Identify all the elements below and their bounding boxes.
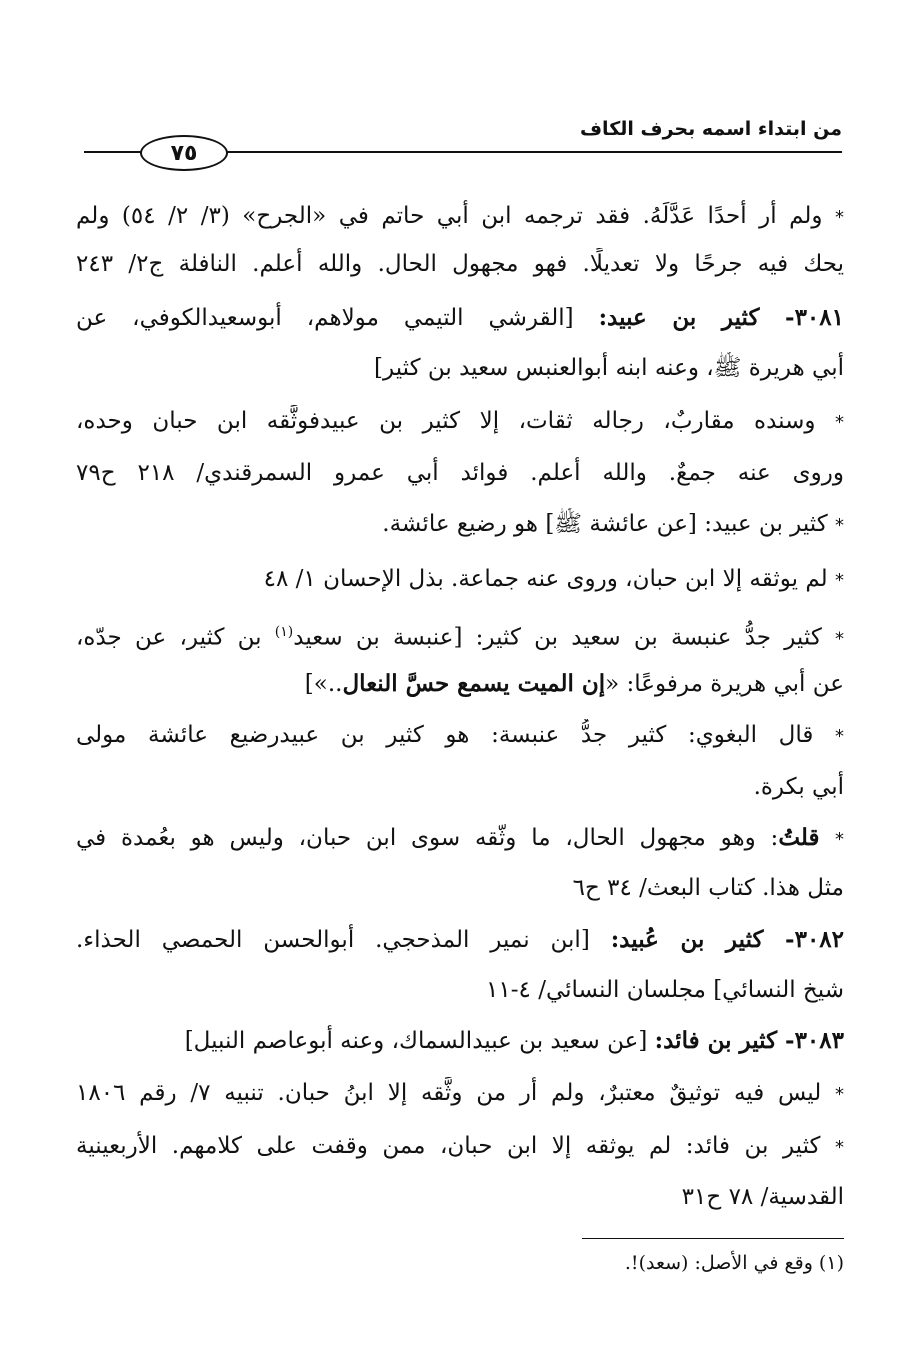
body-line bbox=[76, 248, 844, 280]
running-title: من ابتداء اسمه بحرف الكاف bbox=[579, 118, 842, 140]
line-text: شيخ النسائي] مجلسان النسائي/ ٤-١١ bbox=[486, 977, 844, 1003]
line-text: قال البغوي: كثير جدُّ عنبسة: هو كثير بن عبيدرضيع عائشة مولى bbox=[76, 722, 835, 748]
bullet-star: * bbox=[835, 1137, 844, 1158]
line-text: كثير بن عبيد: [عن عائشة ﷺ] هو رضيع عائشة. bbox=[382, 511, 835, 537]
entry-heading: ٣٠٨١- كثير بن عبيد: bbox=[598, 304, 844, 331]
line-text: أبي بكرة. bbox=[753, 774, 844, 800]
line-text: كثير جدُّ عنبسة بن سعيد بن كثير: [عنبسة بن سعيد bbox=[293, 624, 835, 651]
bullet-star: * bbox=[835, 570, 844, 591]
body-line bbox=[76, 457, 844, 489]
entry-heading: ٣٠٨٢- كثير بن عُبيد: bbox=[610, 926, 844, 953]
body-line bbox=[76, 508, 844, 542]
body-line bbox=[76, 974, 844, 1006]
body-line bbox=[76, 352, 844, 384]
body-line bbox=[76, 822, 844, 856]
body-line bbox=[76, 771, 844, 803]
bullet-star: * bbox=[835, 207, 844, 228]
hadith-text: إن الميت يسمع حسَّ النعال bbox=[342, 670, 606, 697]
qultu-label: قلتُ bbox=[778, 824, 835, 851]
line-text: ليس فيه توثيقٌ معتبرٌ، ولم أر من وثَّقه إلا ابنُ حبان. تنبيه ٧/ رقم ١٨٠٦ bbox=[76, 1080, 835, 1106]
line-text: ..»] bbox=[304, 671, 343, 697]
line-text: أبي هريرة ﷺ، وعنه ابنه أبوالعنبس سعيد بن كثير] bbox=[374, 355, 844, 381]
body-line bbox=[76, 668, 844, 700]
line-text: وروى عنه جمعٌ. والله أعلم. فوائد أبي عمرو السمرقندي/ ٢١٨ ح٧٩ bbox=[76, 460, 844, 486]
body-line bbox=[76, 563, 844, 597]
bullet-star: * bbox=[835, 726, 844, 747]
line-text: لم يوثقه إلا ابن حبان، وروى عنه جماعة. بذل الإحسان ١/ ٤٨ bbox=[263, 566, 835, 592]
line-text: [عن سعيد بن عبيدالسماك، وعنه أبوعاصم النبيل] bbox=[184, 1028, 655, 1054]
line-text: مثل هذا. كتاب البعث/ ٣٤ ح٦ bbox=[572, 875, 844, 901]
entry-line bbox=[76, 302, 844, 334]
bullet-star: * bbox=[835, 412, 844, 433]
line-text: عن أبي هريرة مرفوعًا: « bbox=[605, 671, 844, 697]
entry-line bbox=[76, 1025, 844, 1057]
body-line bbox=[76, 1077, 844, 1111]
line-text: وسنده مقاربٌ، رجاله ثقات، إلا كثير بن عبيدفوثَّقه ابن حبان وحده، bbox=[76, 408, 835, 434]
body-line bbox=[76, 872, 844, 904]
entry-heading: ٣٠٨٣- كثير بن فائد: bbox=[654, 1027, 844, 1054]
footnote-rule bbox=[582, 1238, 844, 1239]
body-line bbox=[76, 719, 844, 753]
entry-line bbox=[76, 924, 844, 956]
bullet-star: * bbox=[835, 829, 844, 850]
body-line bbox=[76, 1130, 844, 1164]
page-number-oval bbox=[140, 135, 228, 171]
body-line bbox=[76, 1181, 844, 1213]
page-number: ٧٥ bbox=[170, 140, 198, 166]
footnote: (١) وقع في الأصل: (سعد)!. bbox=[624, 1252, 844, 1274]
line-text: يحك فيه جرحًا ولا تعديلًا. فهو مجهول الحال. والله أعلم. النافلة ج٢/ ٢٤٣ bbox=[76, 251, 844, 277]
line-text: ولم أر أحدًا عَدَّلَهُ. فقد ترجمه ابن أبي حاتم في «الجرح» (٣/ ٢/ ٥٤) ولم bbox=[76, 203, 836, 229]
line-text: [القرشي التيمي مولاهم، أبوسعيدالكوفي، عن bbox=[76, 305, 599, 331]
body-line bbox=[76, 616, 844, 656]
line-text: القدسية/ ٧٨ ح٣١ bbox=[681, 1184, 844, 1210]
bullet-star: * bbox=[835, 1084, 844, 1105]
line-text: كثير بن فائد: لم يوثقه إلا ابن حبان، ممن وقفت على كلامهم. الأربعينية bbox=[76, 1133, 835, 1159]
line-text: بن كثير، عن جدّه، bbox=[76, 624, 275, 651]
body-line bbox=[76, 405, 844, 439]
body-line bbox=[76, 200, 844, 234]
bullet-star: * bbox=[835, 628, 844, 650]
bullet-star: * bbox=[835, 515, 844, 536]
line-text: [ابن نمير المذحجي. أبوالحسن الحمصي الحذاء. bbox=[76, 927, 611, 953]
line-text: : وهو مجهول الحال، ما وثّقه سوى ابن حبان، وليس هو بعُمدة في bbox=[76, 825, 779, 851]
footnote-marker[interactable]: (١) bbox=[274, 624, 294, 640]
